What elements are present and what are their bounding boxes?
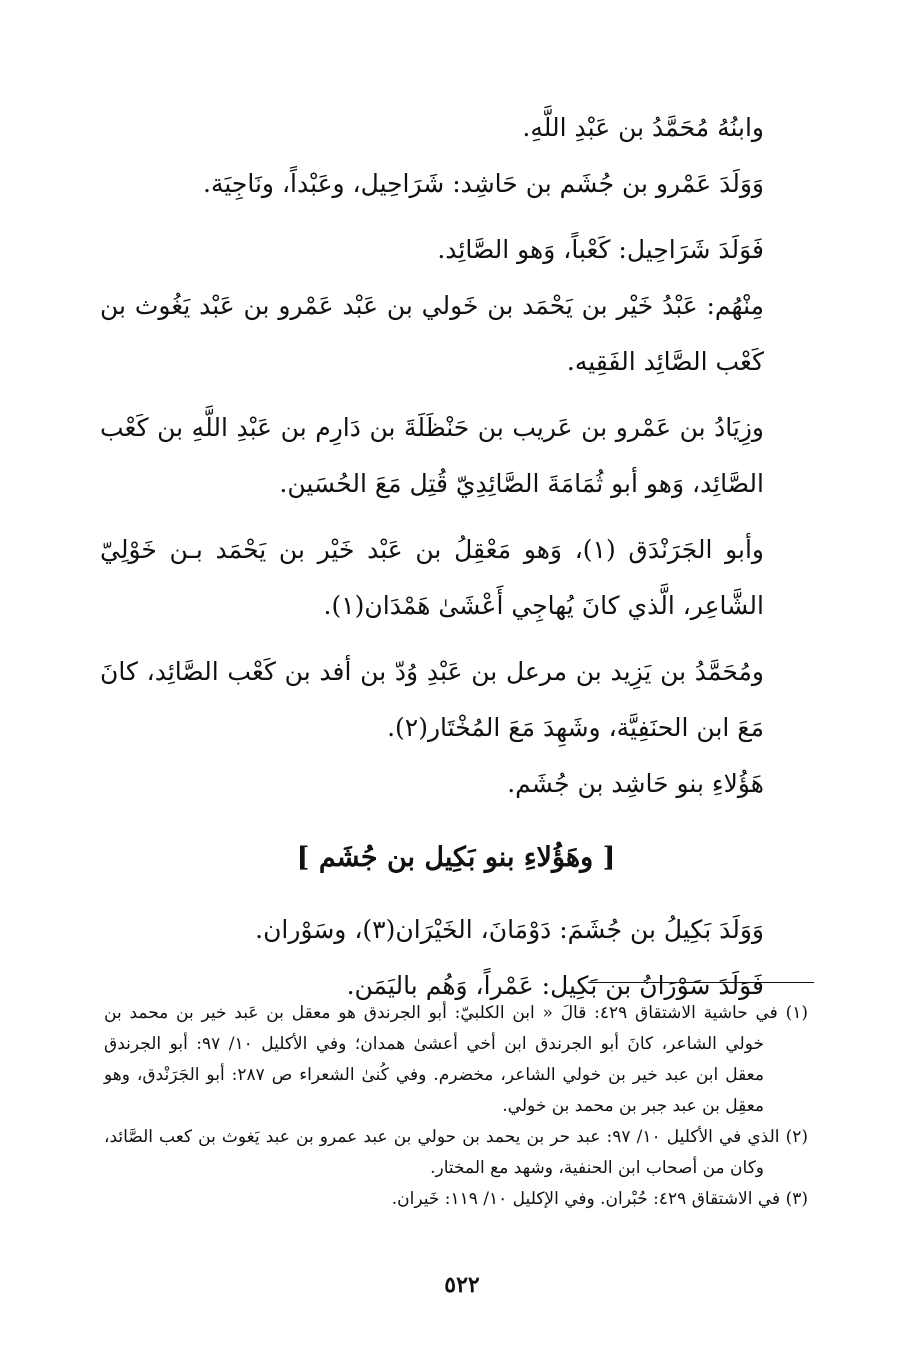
paragraph: وزِيَادُ بن عَمْرو بن عَريب بن حَنْظَلَةَ بن دَارِم بن عَبْدِ اللَّهِ بن كَعْب الصَّائِد، وَهو أبو ثُمَامَةَ الصَّائِدِيّ قُتِل مَعَ الحُسَين.: [100, 413, 764, 498]
footnote: (١) في حاشية الاشتقاق ٤٢٩: قالَ « ابن الكلبيّ: أبو الجرندق هو معقل بن عَبد خير بن محمد بن خولي الشاعر، كانَ أبو الجرندق ابن أخي أعشىٰ همدان؛ وفي الأكليل ١٠/ ٩٧: أبو الجرندق معقل ابن عبد خير بن خولي الشاعر، مخضرم. وفي كُنىٰ الشعراء ص ٢٨٧: أبو الجَرَنْدق، وهو معقِل بن عبد جبر بن محمد بن خولي.: [104, 1003, 808, 1116]
paragraph: وَوَلَدَ عَمْرو بن جُشَم بن حَاشِد: شَرَاحِيل، وعَبْداً، ونَاجِيَة.: [203, 169, 764, 198]
paragraph: فَوَلَدَ شَرَاحِيل: كَعْباً، وَهو الصَّائِد.: [437, 235, 764, 264]
footnote: (٢) الذي في الأكليل ١٠/ ٩٧: عبد حر بن يحمد بن حولي بن عبد عمرو بن عبد يَغوث بن كعب الصَّائد، وكان من أصحاب ابن الحنفية، وشهد مع المختار.: [104, 1127, 808, 1178]
paragraph: فَوَلَدَ سَوْرَانُ بن بَكِيل: عَمْراً، وَهُم باليَمَن.: [346, 971, 764, 1000]
paragraph: ومُحَمَّدُ بن يَزِيد بن مرعل بن عَبْدِ وُدّ بن أفد بن كَعْب الصَّائِد، كانَ مَعَ ابن الحنَفِيَّة، وشَهِدَ مَعَ المُخْتَار(٢).: [100, 657, 764, 742]
paragraph: وابنُهُ مُحَمَّدُ بن عَبْدِ اللَّهِ.: [522, 113, 764, 142]
footnote-separator: [588, 982, 814, 983]
footnote: (٣) في الاشتقاق ٤٢٩: حُبْران. وفي الإكليل ١٠/ ١١٩: خَيران.: [391, 1189, 808, 1209]
section-heading: [ وهَؤُلاءِ بنو بَكِيل بن جُشَم ]: [296, 842, 616, 873]
paragraph: مِنْهُم: عَبْدُ خَيْر بن يَحْمَد بن خَولي بن عَبْد عَمْرو بن عَبْد يَغُوث بن كَعْب الصَّائِد الفَقِيه.: [100, 291, 764, 376]
paragraph: هَؤُلاءِ بنو حَاشِد بن جُشَم.: [507, 769, 764, 798]
page-number: ٥٢٢: [444, 1272, 480, 1298]
paragraph: وأبو الجَرَنْدَق (١)، وَهو مَعْقِلُ بن عَبْد خَيْر بن يَحْمَد بـن خَوْلِيّ الشَّاعِر، الَّذي كانَ يُهاجِي أَعْشَىٰ هَمْدَان(١).: [100, 535, 764, 620]
main-text: [100, 100, 812, 1014]
paragraph: وَوَلَدَ بَكِيلُ بن جُشَمَ: دَوْمَانَ، الخَيْرَان(٣)، وسَوْران.: [255, 915, 764, 944]
footnotes: [104, 998, 808, 1215]
